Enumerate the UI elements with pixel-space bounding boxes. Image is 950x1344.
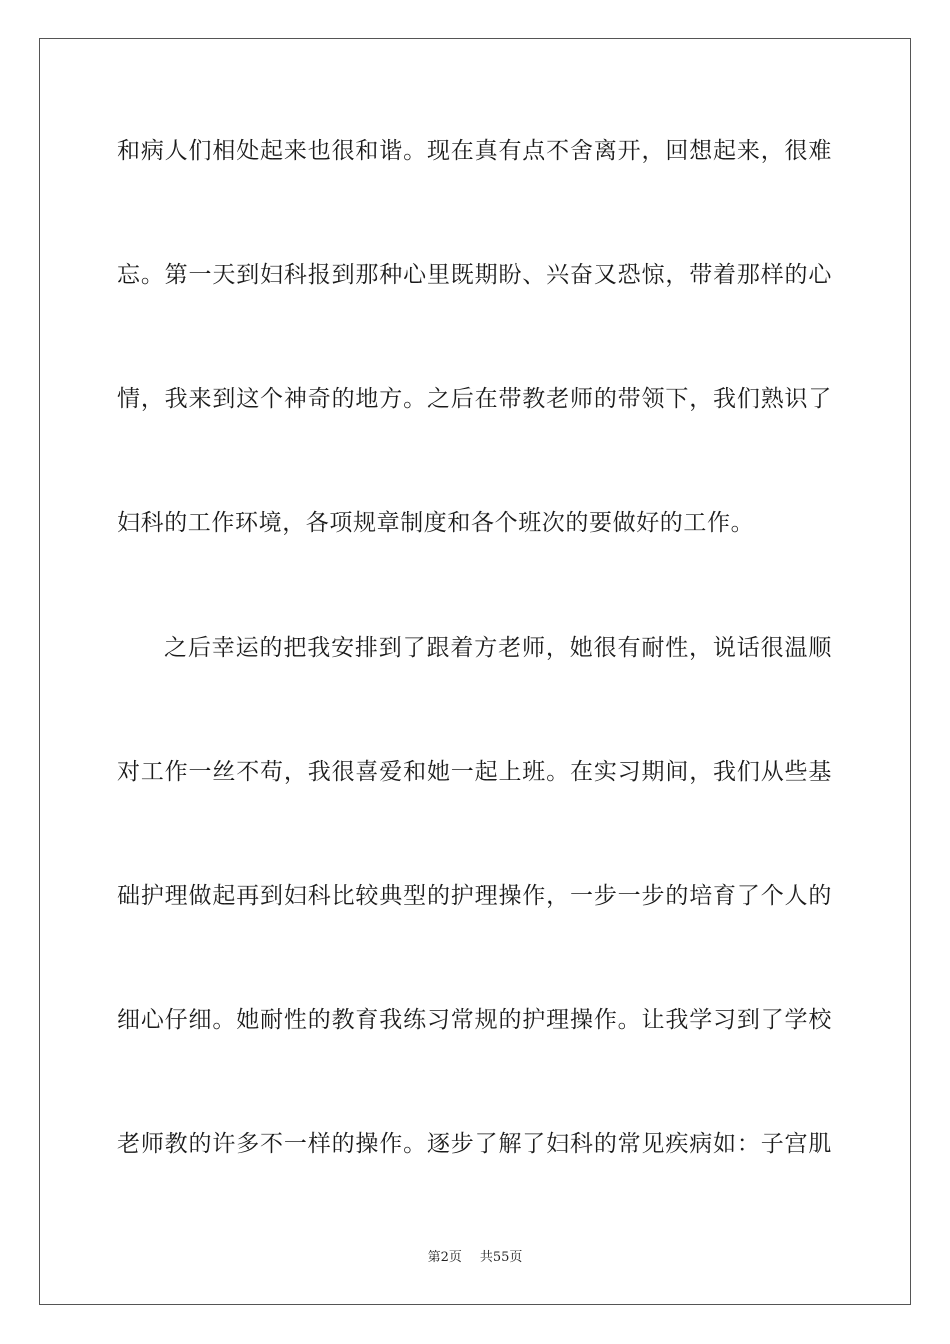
text-line: 之后幸运的把我安排到了跟着方老师，她很有耐性，说话很温顺 bbox=[164, 635, 832, 661]
text-line: 对工作一丝不苟，我很喜爱和她一起上班。在实习期间，我们从些基 bbox=[117, 759, 832, 785]
text-line: 老师教的许多不一样的操作。逐步了解了妇科的常见疾病如：子宫肌 bbox=[117, 1131, 832, 1157]
text-line: 细心仔细。她耐性的教育我练习常规的护理操作。让我学习到了学校 bbox=[117, 1007, 832, 1033]
page-total: 共55页 bbox=[479, 1250, 523, 1265]
text-line: 情，我来到这个神奇的地方。之后在带教老师的带领下，我们熟识了 bbox=[117, 386, 832, 412]
text-line: 和病人们相处起来也很和谐。现在真有点不舍离开，回想起来，很难 bbox=[117, 138, 832, 164]
text-line: 础护理做起再到妇科比较典型的护理操作，一步一步的培育了个人的 bbox=[117, 883, 832, 909]
text-line: 忘。第一天到妇科报到那种心里既期盼、兴奋又恐惊，带着那样的心 bbox=[117, 262, 832, 288]
page-border bbox=[39, 38, 911, 1305]
page-footer bbox=[0, 1246, 950, 1265]
text-line: 妇科的工作环境，各项规章制度和各个班次的要做好的工作。 bbox=[117, 510, 755, 536]
page-number: 第2页 bbox=[427, 1250, 462, 1265]
